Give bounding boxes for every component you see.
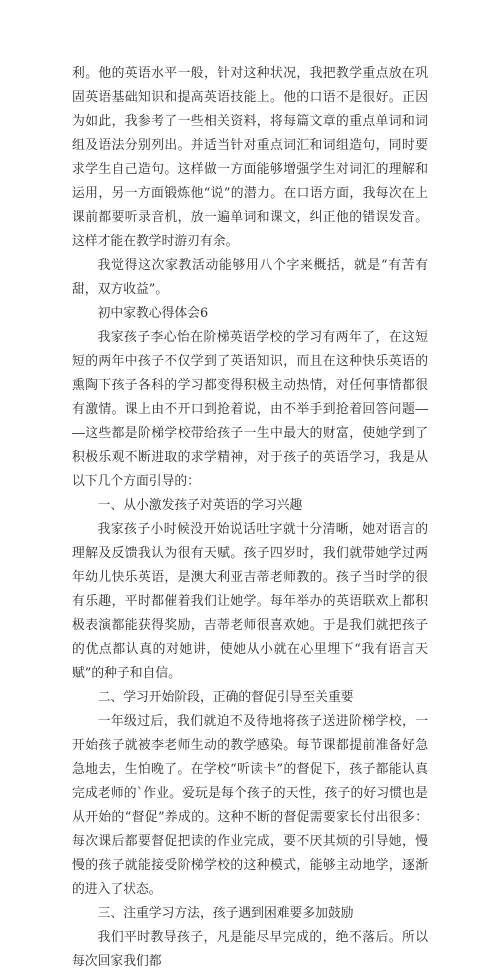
paragraph: 我家孩子李心怡在阶梯英语学校的学习有两年了，在这短短的两年中孩子不仅学到了英语知识，而且在这种快乐英语的熏陶下孩子各科的学习都变得积极主动热情，对任何事情都很有激情。课上由不开口到抢着说，由不举手到抢着回答问题――这些都是阶梯学校带给孩子一生中最大的财富，使她学到了积极乐观不断进取的求学精神，对于孩子的英语学习，我是从以下几个方面引导的：: [72, 330, 428, 489]
section-heading: 三、注重学习方法，孩子遇到困难要多加鼓励: [97, 906, 354, 921]
paragraph: 我觉得这次家教活动能够用八个字来概括，就是“有苦有甜，双方收益”。: [72, 258, 428, 297]
section-heading: 一、从小激发孩子对英语的学习兴趣: [97, 498, 303, 513]
paragraph: 我们平时教导孩子，凡是能尽早完成的，绝不落后。所以每次回家我们都: [72, 930, 428, 969]
section-heading: 二、学习开始阶段，正确的督促引导至关重要: [97, 690, 354, 705]
paragraph: 我家孩子小时候没开始说话吐字就十分清晰，她对语言的理解及反馈我认为很有天赋。孩子四岁时，我们就带她学过两年幼儿快乐英语，是澳大利亚吉蒂老师教的。孩子当时学的很有乐趣，平时都催着我们让她学。每年举办的英语联欢上都积极表演都能获得奖励，吉蒂老师很喜欢她。于是我们就把孩子的优点都认真的对她讲，使她从小就在心里埋下“我有语言天赋”的种子和自信。: [72, 522, 428, 681]
section-heading: 初中家教心得体会6: [97, 306, 209, 321]
paragraph: 利。他的英语水平一般，针对这种状况，我把教学重点放在巩固英语基础知识和提高英语技能上。他的口语不是很好。正因为如此，我参考了一些相关资料，将每篇文章的重点单词和词组及语法分别列出。并适当针对重点词汇和词组造句，同时要求学生自己造句。这样做一方面能够增强学生对词汇的理解和运用，另一方面锻炼他“说”的潜力。在口语方面，我每次在上课前都要听录音机，放一遍单词和课文，纠正他的错误发音。这样才能在教学时游刃有余。: [72, 66, 428, 249]
document-page: [72, 62, 428, 974]
paragraph: 一年级过后，我们就迫不及待地将孩子送进阶梯学校，一开始孩子就被李老师生动的教学感染。每节课都提前准备好急急地去，生怕晚了。在学校“听读卡”的督促下，孩子都能认真完成老师的`作业。爱玩是每个孩子的天性，孩子的好习惯也是从开始的“督促”养成的。这种不断的督促需要家长付出很多：每次课后都要督促把读的作业完成，要不厌其烦的引导她，慢慢的孩子就能接受阶梯学校的这种模式，能够主动地学，逐渐的进入了状态。: [72, 714, 428, 897]
